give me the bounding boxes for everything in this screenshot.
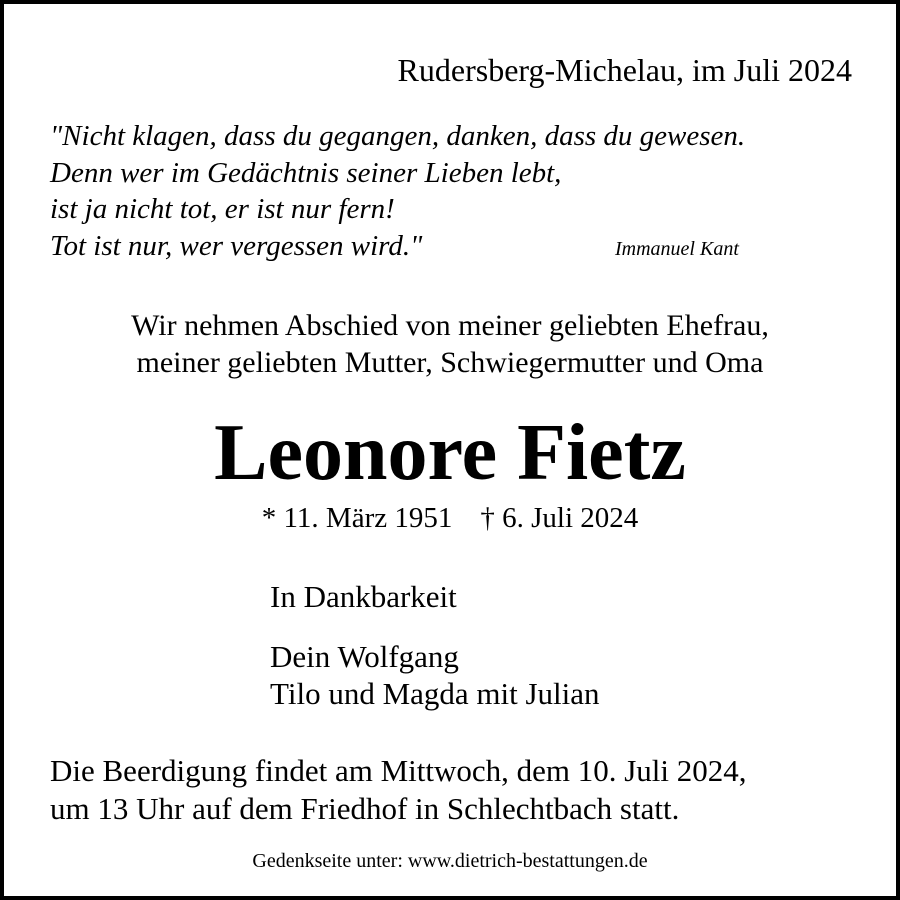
mourners-list bbox=[270, 638, 600, 712]
funeral-line: Die Beerdigung findet am Mittwoch, dem 10. Juli 2024, bbox=[50, 753, 747, 788]
intro-line: meiner geliebten Mutter, Schwiegermutter und Oma bbox=[136, 346, 764, 379]
memorial-page-link: Gedenkseite unter: www.dietrich-bestattungen.de bbox=[252, 850, 648, 872]
quote-line: ist ja nicht tot, er ist nur fern! bbox=[50, 193, 395, 225]
funeral-info bbox=[50, 752, 747, 828]
quote-line: Tot ist nur, wer vergessen wird." bbox=[50, 229, 423, 262]
funeral-line: um 13 Uhr auf dem Friedhof in Schlechtbach statt. bbox=[50, 791, 680, 826]
mourner-line: Dein Wolfgang bbox=[270, 639, 459, 674]
gratitude-line: In Dankbarkeit bbox=[270, 579, 457, 614]
quote-line: "Nicht klagen, dass du gegangen, danken, dass du gewesen. bbox=[50, 120, 746, 152]
place-date: Rudersberg-Michelau, im Juli 2024 bbox=[397, 52, 852, 88]
quote-line: Denn wer im Gedächtnis seiner Lieben lebt, bbox=[50, 156, 562, 189]
deceased-name: Leonore Fietz bbox=[214, 409, 686, 497]
intro-line: Wir nehmen Abschied von meiner geliebten Ehefrau, bbox=[131, 309, 769, 342]
death-date: † 6. Juli 2024 bbox=[480, 502, 639, 534]
birth-date: * 11. März 1951 bbox=[261, 502, 453, 534]
quote-author: Immanuel Kant bbox=[615, 238, 739, 260]
mourner-line: Tilo und Magda mit Julian bbox=[270, 676, 600, 711]
farewell-intro bbox=[0, 307, 900, 381]
life-dates bbox=[0, 500, 900, 536]
